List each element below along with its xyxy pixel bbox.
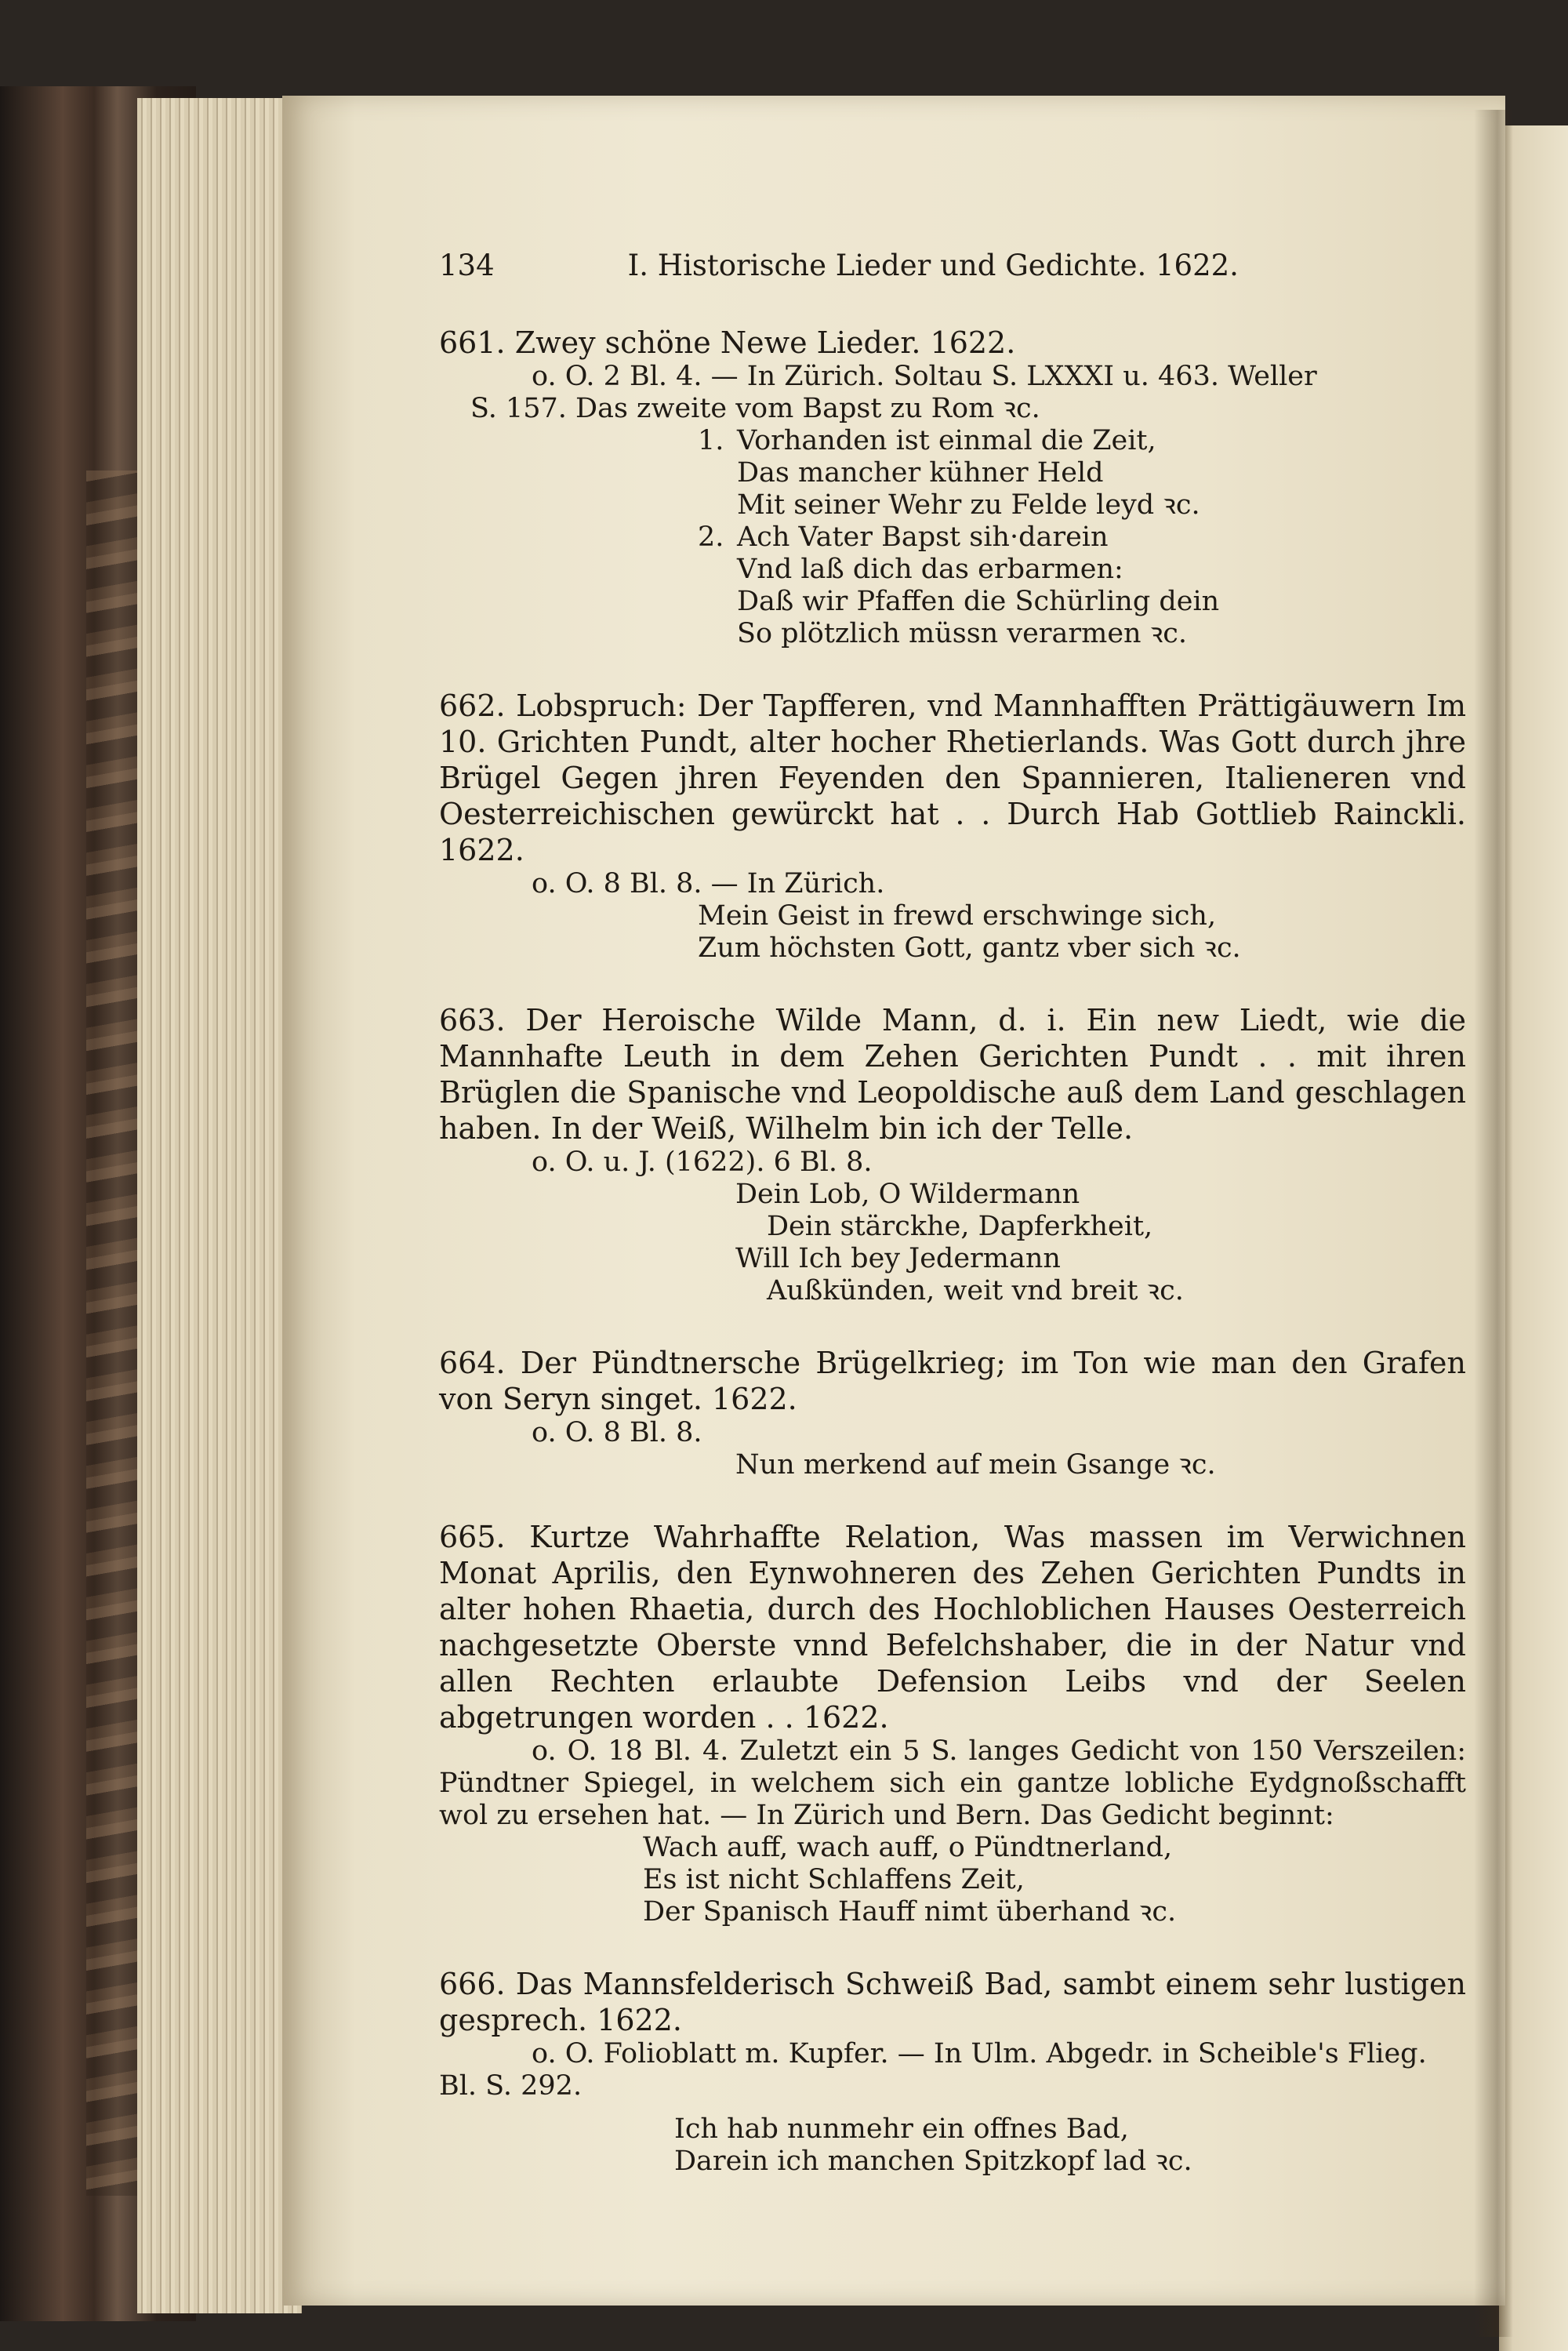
verse-line: Vnd laß dich das erbarmen: (737, 554, 1123, 585)
entry-meta: o. O. 8 Bl. 8. — In Zürich. (532, 868, 885, 899)
verse-line: Ich hab nunmehr ein offnes Bad, (674, 2113, 1129, 2145)
entry-661 (439, 325, 1466, 650)
verse-block (439, 425, 1466, 650)
entry-title: Zwey schöne Newe Lieder. 1622. (514, 325, 1016, 360)
verse-line: 2. Ach Vater Bapst sih·darein (698, 521, 1109, 553)
verse-block (439, 1832, 1466, 1928)
verse-line: Darein ich manchen Spitzkopf lad ꝛc. (674, 2146, 1192, 2177)
entry-meta: o. O. Folioblatt m. Kupfer. — In Ulm. Abgedr. in Scheible's Flieg. Bl. S. 292. (439, 2038, 1427, 2102)
verse-line: Mit seiner Wehr zu Felde leyd ꝛc. (737, 489, 1200, 521)
verse-line: Außkünden, weit vnd breit ꝛc. (767, 1275, 1184, 1306)
meta-line: o. O. 2 Bl. 4. — In Zürich. Soltau S. LXXXI u. 463. Weller (532, 361, 1317, 392)
entry-title: Das Mannsfelderisch Schweiß Bad, sambt einem sehr lustigen gesprech. 1622. (439, 1967, 1466, 2037)
entry-heading (439, 1002, 1466, 1146)
entry-665 (439, 1519, 1466, 1928)
entry-heading (439, 1345, 1466, 1417)
entry-title: Lobspruch: Der Tapfferen, vnd Mannhafften Prättigäuwern Im 10. Grichten Pundt, alter hocher Rhetierlands. Was Gott durch jhre Brügel Gegen jhren Feyenden den Spannieren, Italieneren vnd Oesterreichischen gewürckt hat . . Durch Hab Gottlieb Rainckli. 1622. (439, 689, 1466, 867)
verse-line: Daß wir Pfaffen die Schürling dein (737, 586, 1220, 617)
verse-line: So plötzlich müssn verarmen ꝛc. (737, 618, 1188, 649)
verse-line: Dein Lob, O Wildermann (735, 1179, 1080, 1210)
entry-heading (439, 1519, 1466, 1735)
entry-meta: o. O. 8 Bl. 8. (532, 1417, 702, 1448)
entry-heading (439, 325, 1466, 361)
verse-line: Der Spanisch Hauff nimt überhand ꝛc. (643, 1896, 1177, 1928)
gutter-shadow (1474, 110, 1513, 2337)
verse-block (439, 1449, 1466, 1481)
verse-line: Es ist nicht Schlaffens Zeit, (643, 1864, 1025, 1895)
entry-meta: o. O. 18 Bl. 4. Zuletzt ein 5 S. langes Gedicht von 150 Verszeilen: Pündtner Spiegel, in welchem sich ein gantze lobliche Eydgnoßschafft wol zu ersehen hat. — In Zürich und Bern. Das Gedicht beginnt: (439, 1735, 1466, 1831)
entry-664 (439, 1345, 1466, 1481)
entry-666 (439, 1966, 1466, 2178)
verse-line: Zum höchsten Gott, gantz vber sich ꝛc. (698, 932, 1241, 964)
verse-line: Nun merkend auf mein Gsange ꝛc. (735, 1449, 1216, 1481)
entry-heading (439, 1966, 1466, 2038)
verse-block (439, 900, 1466, 965)
entry-number: 664. (439, 1346, 506, 1380)
verse-block (439, 1179, 1466, 1307)
entry-number: 661. (439, 325, 506, 360)
entry-662 (439, 688, 1466, 965)
verse-line: 1. Vorhanden ist einmal die Zeit, (698, 425, 1156, 456)
entry-heading (439, 688, 1466, 868)
entry-663 (439, 1002, 1466, 1307)
running-head (439, 249, 1466, 282)
page-content (439, 249, 1466, 2215)
page-edges (137, 98, 302, 2313)
verse-block (439, 2113, 1466, 2178)
entry-meta (439, 361, 1466, 425)
entry-number: 666. (439, 1967, 506, 2001)
page-number: 134 (439, 249, 495, 282)
verse-line: Wach auff, wach auff, o Pündtnerland, (643, 1832, 1173, 1863)
entry-title: Der Pündtnersche Brügelkrieg; im Ton wie man den Grafen von Seryn singet. 1622. (439, 1346, 1466, 1416)
entry-title: Kurtze Wahrhaffte Relation, Was massen im Verwichnen Monat Aprilis, den Eynwohneren des Zehen Gerichten Pundts in alter hohen Rhaetia, durch des Hochloblichen Hauses Oesterreich nachgesetzte Oberste vnnd Befelchshaber, die in der Natur vnd allen Rechten erlaubte Defension Leibs vnd der Seelen abgetrungen worden . . 1622. (439, 1520, 1466, 1735)
verse-line: Mein Geist in frewd erschwinge sich, (698, 900, 1217, 932)
running-head-title: I. Historische Lieder und Gedichte. 1622. (627, 249, 1239, 282)
entry-number: 665. (439, 1520, 506, 1554)
meta-line: S. 157. Das zweite vom Bapst zu Rom ꝛc. (470, 393, 1040, 424)
verse-line: Das mancher kühner Held (737, 457, 1104, 489)
verse-line: Dein stärckhe, Dapferkheit, (767, 1211, 1153, 1242)
verse-line: Will Ich bey Jedermann (735, 1243, 1061, 1274)
entry-meta: o. O. u. J. (1622). 6 Bl. 8. (532, 1146, 873, 1178)
entry-number: 662. (439, 689, 506, 723)
entry-number: 663. (439, 1003, 506, 1037)
entry-title: Der Heroische Wilde Mann, d. i. Ein new Liedt, wie die Mannhafte Leuth in dem Zehen Gerichten Pundt . . mit ihren Brüglen die Spanische vnd Leopoldische auß dem Land geschlagen haben. In der Weiß, Wilhelm bin ich der Telle. (439, 1003, 1466, 1146)
